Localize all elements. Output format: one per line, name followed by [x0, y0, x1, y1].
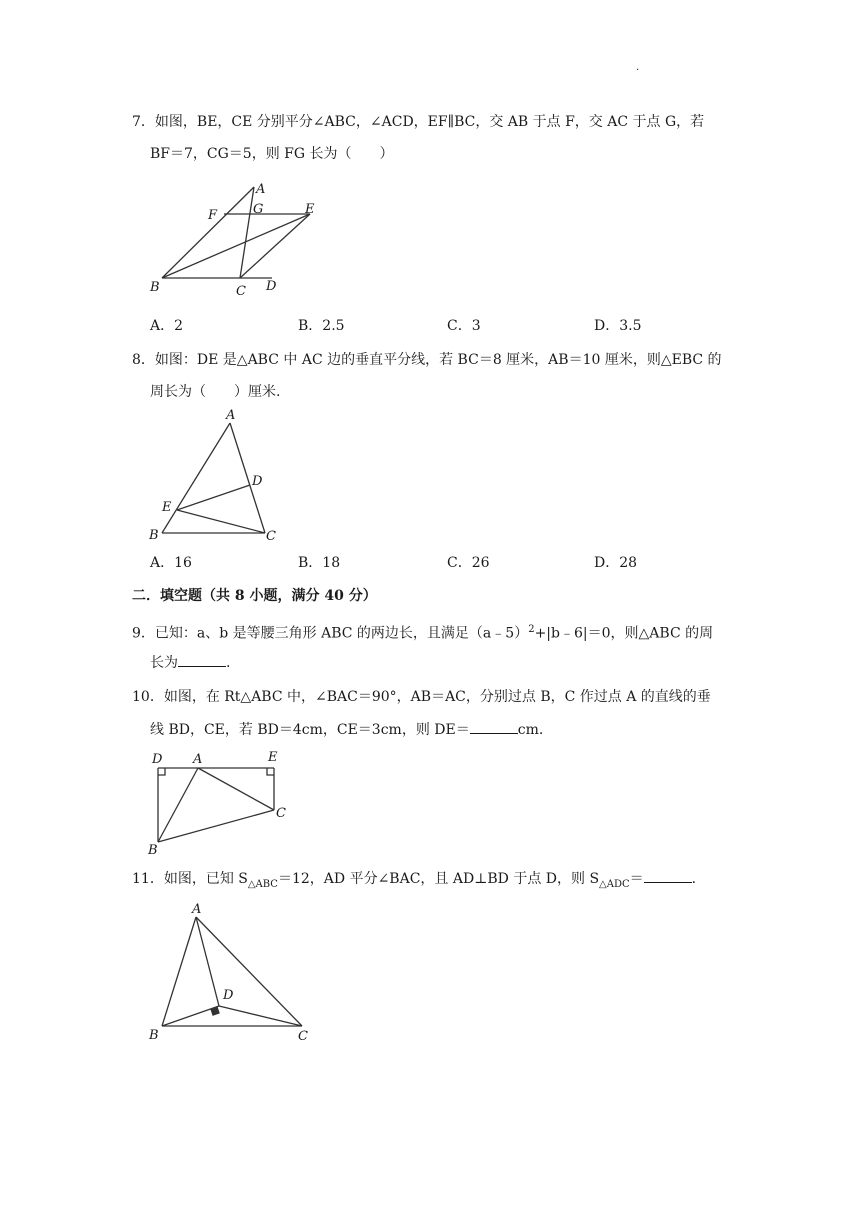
q7-option-a: A．2	[150, 318, 184, 334]
q8-option-a: A．16	[150, 555, 192, 571]
q9-text-line1	[132, 620, 713, 644]
q10-label-d: D	[152, 752, 163, 767]
q11-text-part-b: ＝12，AD 平分∠BAC，且 AD⊥BD 于点 D，则 S	[277, 871, 600, 887]
q11-sub-adc: △ADC	[599, 878, 630, 890]
q9-text-end: .	[226, 655, 231, 671]
q8-figure	[140, 405, 290, 545]
q7-label-g: G	[253, 202, 264, 217]
q7-label-b: B	[150, 280, 160, 295]
q8-text-line2: 周长为（ ）厘米.	[150, 384, 281, 400]
q10-label-e: E	[268, 750, 278, 765]
q9-text-part-c: 长为	[150, 655, 178, 671]
q8-label-a: A	[226, 408, 236, 423]
q7-text-line1: 7．如图，BE，CE 分别平分∠ABC，∠ACD，EF∥BC，交 AB 于点 F，交 AC 于点 G，若	[132, 114, 705, 130]
q11-text-end: .	[691, 871, 697, 887]
q10-figure	[140, 745, 300, 860]
q11-text-part-c: ＝	[629, 871, 644, 887]
q7-label-f: F	[208, 208, 218, 223]
q8-label-b: B	[149, 528, 159, 543]
q7-label-d: D	[266, 279, 277, 294]
q11-text-line1	[132, 868, 696, 895]
q7-option-b: B．2.5	[298, 318, 345, 334]
q10-label-b: B	[148, 843, 158, 858]
q11-label-c: C	[298, 1029, 308, 1044]
q11-text-part-a: 11．如图，已知 S	[132, 871, 248, 887]
q9-text-line2	[150, 652, 230, 673]
q8-label-e: E	[162, 500, 172, 515]
q8-label-d: D	[252, 474, 263, 489]
q10-label-a: A	[193, 752, 203, 767]
section-2-heading: 二．填空题（共 8 小题，满分 40 分）	[132, 588, 377, 604]
q8-option-c: C．26	[447, 555, 490, 571]
q10-answer-blank	[470, 719, 518, 734]
q7-option-c: C．3	[447, 318, 481, 334]
q9-text-part-a: 9．已知：a、b 是等腰三角形 ABC 的两边长，且满足（a﹣5）	[132, 625, 529, 642]
q11-label-d: D	[223, 988, 234, 1003]
q11-answer-blank	[644, 868, 692, 883]
q7-label-a: A	[256, 182, 266, 197]
q11-label-b: B	[149, 1028, 159, 1043]
q11-figure	[140, 895, 320, 1055]
q9-exponent: 2	[528, 624, 535, 635]
q10-label-c: C	[276, 806, 286, 821]
q7-option-d: D．3.5	[594, 318, 642, 334]
q9-text-part-b: +|b﹣6|＝0，则△ABC 的周	[534, 625, 714, 642]
q8-option-b: B．18	[298, 555, 341, 571]
q8-label-c: C	[266, 529, 276, 544]
q11-label-a: A	[192, 902, 202, 917]
q7-text-line2: BF＝7，CG＝5，则 FG 长为（ ）	[150, 146, 394, 162]
q7-label-e: E	[305, 202, 315, 217]
q8-option-d: D．28	[594, 555, 638, 571]
q10-text-end: cm.	[517, 722, 544, 738]
q9-answer-blank	[178, 652, 226, 667]
q11-sub-abc: △ABC	[247, 878, 278, 890]
q8-text-line1: 8．如图：DE 是△ABC 中 AC 边的垂直平分线，若 BC＝8 厘米，AB＝10 厘米，则△EBC 的	[132, 352, 722, 368]
q10-text-line2	[150, 719, 543, 740]
q10-text-line1: 10．如图，在 Rt△ABC 中，∠BAC＝90°，AB＝AC，分别过点 B，C 作过点 A 的直线的垂	[132, 689, 711, 705]
header-mark: .	[636, 62, 640, 73]
q7-label-c: C	[236, 284, 246, 299]
q10-text-part-a: 线 BD，CE，若 BD＝4cm，CE＝3cm，则 DE＝	[150, 722, 470, 738]
q7-figure	[140, 175, 315, 300]
